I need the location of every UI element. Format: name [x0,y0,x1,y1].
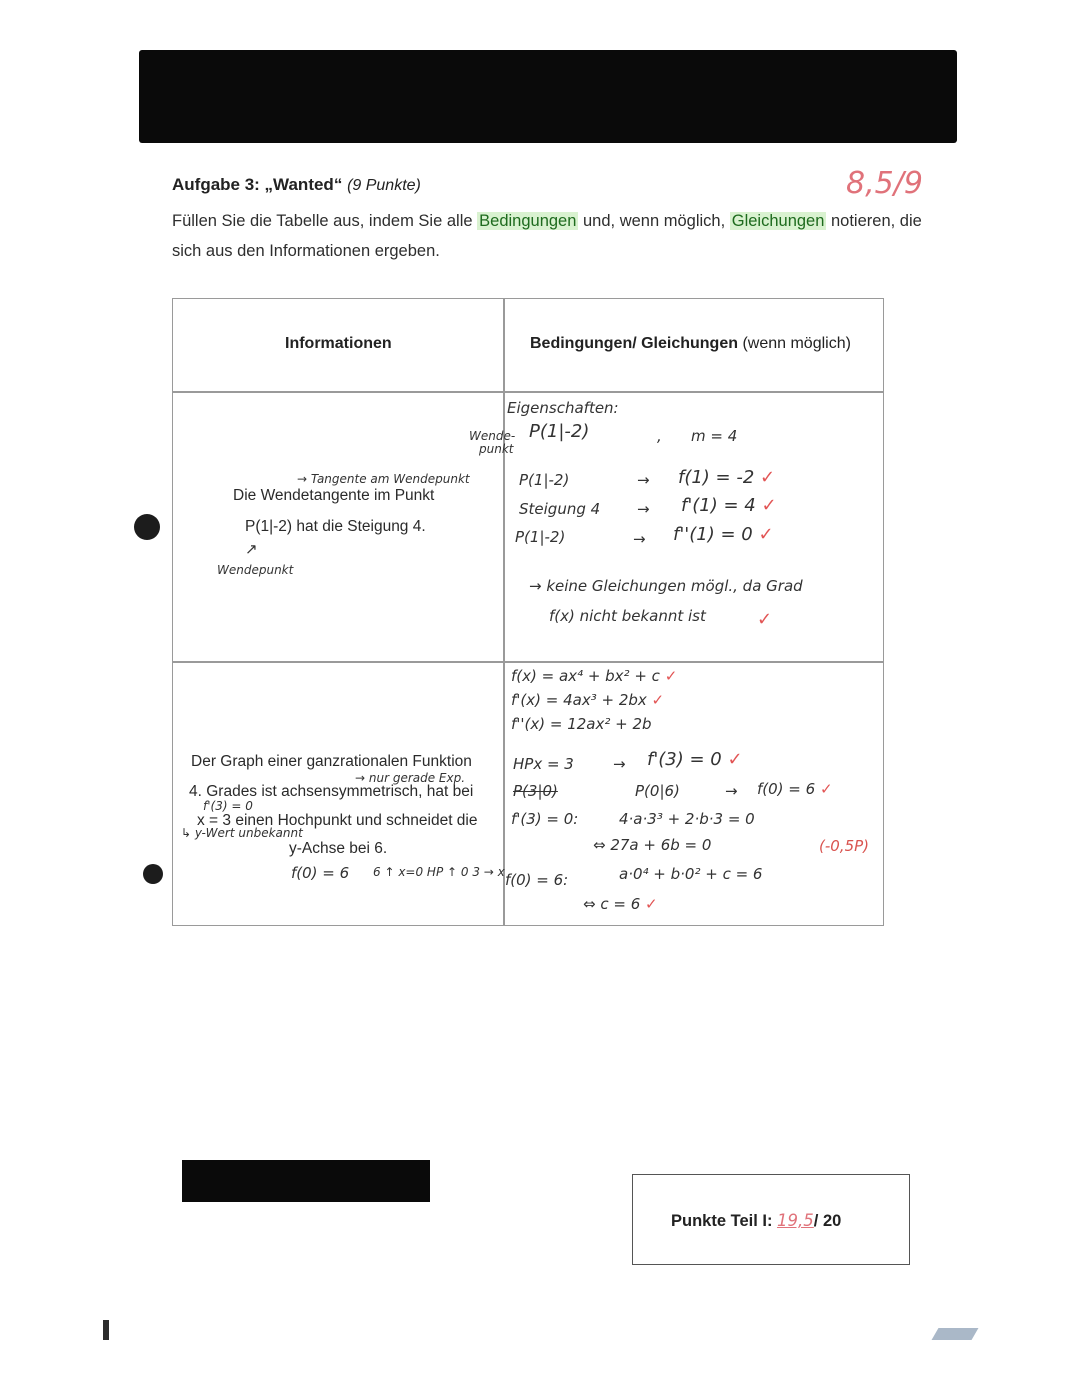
page-edge-left [103,1320,109,1340]
row2-info-line2: 4. Grades ist achsensymmetrisch, hat bei [189,783,474,800]
hw-eq1: 4·a·3³ + 2·b·3 = 0 [619,810,755,828]
note-tangent: → Tangente am Wendepunkt [297,472,470,486]
row2-info-line4: y-Achse bei 6. [289,840,388,857]
task-title: Aufgabe 3: „Wanted“ (9 Punkte) [172,175,421,194]
hw-eigenschaften: Eigenschaften: [507,399,619,417]
hw-eq2-label: f(0) = 6: [505,871,569,889]
page-corner [932,1328,979,1340]
row2-info-line1: Der Graph einer ganzrationalen Funktion [191,753,472,770]
redaction-header [139,50,957,143]
hw-cond3-right: f''(1) = 0 ✓ [673,524,774,545]
column-divider [503,299,505,925]
note-arrow: ↗ [245,540,258,558]
hw-cond2-left: Steigung 4 [519,500,601,518]
hw-conclusion-line2: f(x) nicht bekannt ist [549,607,706,625]
note-f0: f(0) = 6 [291,864,350,882]
hw-conclusion-check: ✓ [757,609,773,630]
points-box [632,1174,910,1265]
highlight-gleichungen: Gleichungen [731,212,825,230]
hw-p06-arrow: → [725,782,738,800]
hw-hp-arrow: → [613,755,626,773]
hw-slope: m = 4 [691,427,738,445]
points-label: Punkte Teil I: 19,5/ 20 [671,1211,842,1230]
highlight-bedingungen: Bedingungen [479,212,577,230]
hw-point: P(1|-2) [529,421,590,442]
hw-cond1-right: f(1) = -2 ✓ [678,467,776,488]
hw-cond2-right: f'(1) = 4 ✓ [681,495,777,516]
note-sketch-graph: 6 ↑ x=0 HP ↑ 0 3 → x [373,865,505,879]
col-header-informationen: Informationen [285,335,392,352]
header-divider [173,391,883,393]
hw-eq2b: ⇔ c = 6 ✓ [583,895,658,913]
punch-hole-upper [134,514,160,540]
hw-eq1b: ⇔ 27a + 6b = 0 [593,836,712,854]
hw-hp-eq: f'(3) = 0 ✓ [647,749,743,770]
note-f3: f'(3) = 0 [203,799,253,813]
punch-hole-lower [143,864,163,884]
task-score: 8,5/9 [846,166,923,201]
hw-function: f(x) = ax⁴ + bx² + c ✓ [511,667,678,685]
hw-eq2: a·0⁴ + b·0² + c = 6 [619,865,763,883]
hw-cond1-arrow: → [637,471,650,489]
hw-deduction-note: (-0,5P) [819,837,870,855]
hw-hp: HPx = 3 [513,755,574,773]
row1-info-line1: Die Wendetangente im Punkt [233,487,435,504]
hw-wende: Wende- [469,429,516,443]
hw-first-derivative: f'(x) = 4ax³ + 2bx ✓ [511,691,665,709]
note-wendepunkt: Wendepunkt [217,563,294,577]
hw-cond2-arrow: → [637,500,650,518]
hw-p06: P(0|6) [635,782,680,800]
hw-cond3-arrow: → [633,530,646,548]
row-divider [173,661,883,663]
hw-cond3-left: P(1|-2) [515,528,566,546]
hw-punkt: punkt [479,442,514,456]
hw-comma: , [657,427,662,445]
note-even-exp: → nur gerade Exp. [355,771,466,785]
hw-eq1-label: f'(3) = 0: [511,810,579,828]
row1-info-line2: P(1|-2) hat die Steigung 4. [245,518,426,535]
hw-second-derivative: f''(x) = 12ax² + 2b [511,715,652,733]
hw-cond1-left: P(1|-2) [519,471,570,489]
redaction-footer [182,1160,430,1202]
hw-p-strike: P(3|0) [513,782,558,800]
col-header-bedingungen: Bedingungen/ Gleichungen (wenn möglich) [530,335,851,352]
note-ywert: ↳ y-Wert unbekannt [181,826,303,840]
conditions-table [172,298,884,926]
row2-info-line3: x = 3 einen Hochpunkt und schneidet die [197,812,478,829]
task-instruction: Füllen Sie die Tabelle aus, indem Sie alle Bedingungen und, wenn möglich, Gleichungen notieren, die sich aus den Informationen ergeben. [172,212,922,260]
points-value: 19,5 [777,1211,814,1230]
hw-p06-eq: f(0) = 6 ✓ [757,780,833,798]
hw-conclusion-line1: → keine Gleichungen mögl., da Grad [529,577,803,595]
